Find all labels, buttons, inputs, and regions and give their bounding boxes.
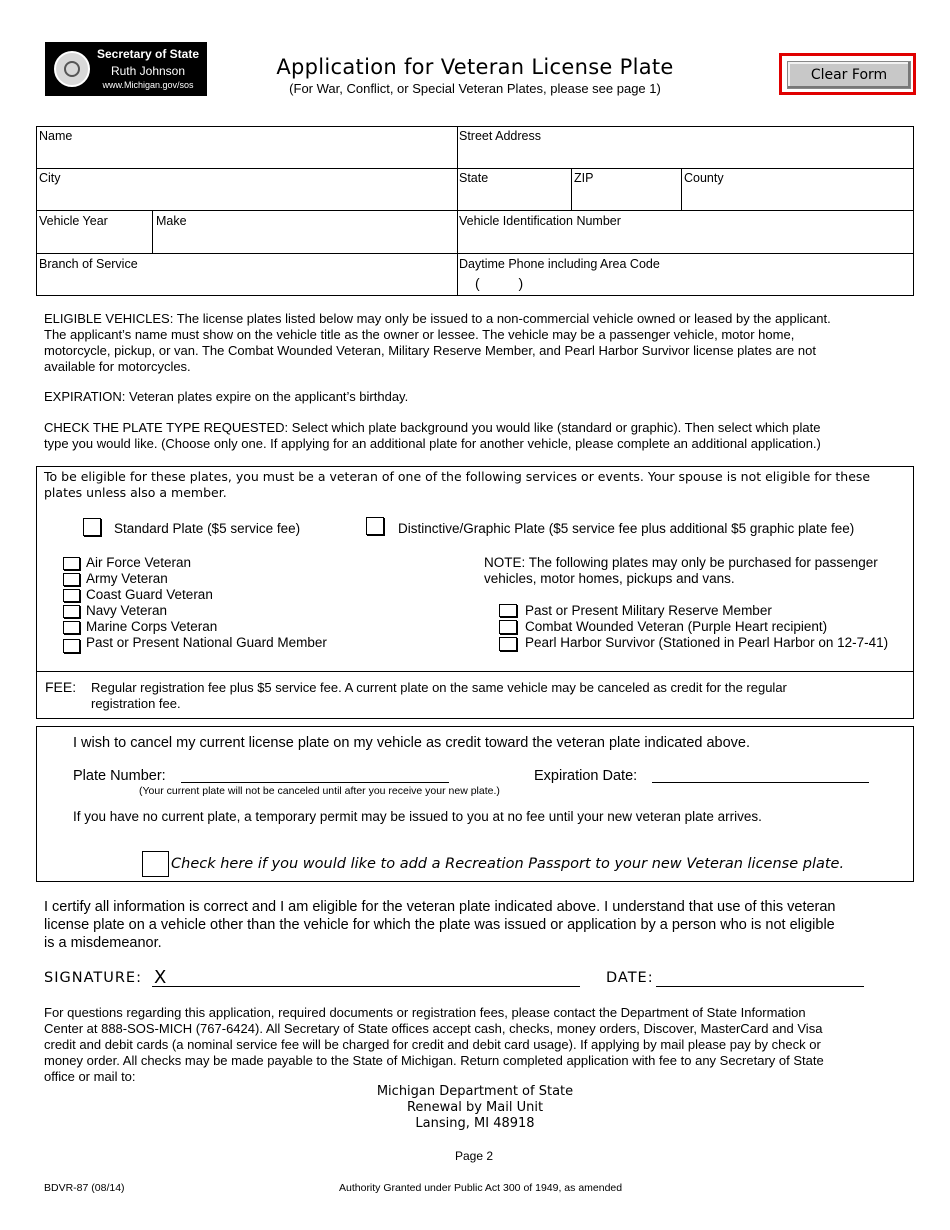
name-field[interactable]: Name (39, 129, 73, 143)
street-address-field[interactable]: Street Address (459, 129, 541, 143)
clear-form-button[interactable]: Clear Form (787, 61, 911, 89)
signature-label: SIGNATURE: (44, 970, 142, 986)
form-id: BDVR-87 (08/14) (44, 1182, 125, 1194)
expiration-date-input[interactable] (652, 782, 869, 783)
form-title: Application for Veteran License Plate (276, 55, 674, 79)
applicant-info-grid (36, 126, 914, 296)
graphic-plate-label: Distinctive/Graphic Plate ($5 service fee plus additional $5 graphic plate fee) (398, 521, 855, 536)
daytime-phone-field[interactable]: Daytime Phone including Area Code (459, 257, 660, 271)
logo-url: www.Michigan.gov/sos (102, 80, 194, 90)
check-plate-type-text: CHECK THE PLATE TYPE REQUESTED: Select which plate background you would like (standard or graphic). Then select which plate type you would like. (Choose only one. If applying for an additional plate for another vehicle, please complete an additional application.) (44, 420, 821, 451)
military-reserve-checkbox[interactable] (499, 604, 517, 617)
zip-field[interactable]: ZIP (574, 171, 594, 185)
phone-area-code: ( ) (475, 275, 524, 291)
vehicle-year-field[interactable]: Vehicle Year (39, 214, 108, 228)
recreation-passport-label: Check here if you would like to add a Recreation Passport to your new Veteran license plate. (171, 856, 845, 872)
marine-corps-label: Marine Corps Veteran (86, 619, 218, 634)
make-field[interactable]: Make (156, 214, 187, 228)
authority-text: Authority Granted under Public Act 300 of 1949, as amended (339, 1182, 623, 1194)
vin-field[interactable]: Vehicle Identification Number (459, 214, 621, 228)
standard-plate-label: Standard Plate ($5 service fee) (114, 521, 301, 536)
eligibility-intro: To be eligible for these plates, you must be a veteran of one of the following services or events. Your spouse is not eligible for these plates unless also a member. (44, 469, 871, 500)
signature-x-mark: X (154, 967, 167, 988)
pearl-harbor-label: Pearl Harbor Survivor (Stationed in Pearl Harbor on 12-7-41) (525, 635, 889, 650)
air-force-checkbox[interactable] (63, 557, 80, 570)
logo-title: Secretary of State (96, 47, 200, 61)
marine-corps-checkbox[interactable] (63, 621, 80, 634)
air-force-label: Air Force Veteran (86, 555, 192, 570)
graphic-plate-checkbox[interactable] (366, 517, 384, 535)
pearl-harbor-checkbox[interactable] (499, 637, 517, 651)
sos-logo (45, 42, 207, 96)
county-field[interactable]: County (684, 171, 724, 185)
cancel-plate-box (36, 726, 914, 882)
branch-of-service-field[interactable]: Branch of Service (39, 257, 138, 271)
state-seal-icon (54, 51, 90, 87)
combat-wounded-label: Combat Wounded Veteran (Purple Heart recipient) (525, 619, 828, 634)
plate-number-input[interactable] (181, 782, 449, 783)
cancel-plate-text: I wish to cancel my current license plate on my vehicle as credit toward the veteran plate indicated above. (73, 735, 751, 751)
page-number: Page 2 (455, 1149, 494, 1163)
eligible-vehicles-text: ELIGIBLE VEHICLES: The license plates listed below may only be issued to a non-commercial vehicle owned or leased by the applicant. The applicant’s name must show on the vehicle title as the owner or lessee. The vehicle may be a passenger vehicle, motor home, motorcycle, pickup, or van. The Combat Wounded Veteran, Military Reserve Member, and Pearl Harbor Survivor license plates are not available for motorcycles. (44, 311, 831, 374)
combat-wounded-checkbox[interactable] (499, 620, 517, 634)
national-guard-label: Past or Present National Guard Member (86, 635, 327, 650)
certification-text: I certify all information is correct and I am eligible for the veteran plate indicated above. I understand that use of this veteran license plate on a vehicle other than the vehicle for which the plate was issued or application by a person who is not eligible is a misdemeanor. (44, 899, 836, 951)
coast-guard-label: Coast Guard Veteran (86, 587, 213, 602)
recreation-passport-checkbox[interactable] (142, 851, 169, 877)
state-field[interactable]: State (459, 171, 489, 185)
standard-plate-checkbox[interactable] (83, 518, 101, 536)
navy-label: Navy Veteran (86, 603, 168, 618)
navy-checkbox[interactable] (63, 605, 80, 618)
army-checkbox[interactable] (63, 573, 80, 586)
plate-number-note: (Your current plate will not be canceled until after you receive your new plate.) (139, 785, 500, 797)
fee-text: Regular registration fee plus $5 service fee. A current plate on the same vehicle may be canceled as credit for the regular registration fee. (91, 680, 787, 711)
date-input[interactable] (656, 986, 864, 987)
temporary-permit-text: If you have no current plate, a temporary permit may be issued to you at no fee until your new veteran plate arrives. (73, 809, 762, 824)
signature-input[interactable] (152, 986, 580, 987)
coast-guard-checkbox[interactable] (63, 589, 80, 602)
expiration-date-label: Expiration Date: (534, 768, 638, 784)
city-field[interactable]: City (39, 171, 61, 185)
military-reserve-label: Past or Present Military Reserve Member (525, 603, 772, 618)
fee-label: FEE: (45, 679, 77, 695)
mailing-address: Michigan Department of State Renewal by Mail Unit Lansing, MI 48918 (376, 1084, 574, 1131)
army-label: Army Veteran (86, 571, 168, 586)
logo-name: Ruth Johnson (110, 64, 186, 78)
plate-selection-box (36, 466, 914, 719)
expiration-text: EXPIRATION: Veteran plates expire on the applicant’s birthday. (44, 389, 409, 404)
date-label: DATE: (606, 970, 654, 986)
passenger-note: NOTE: The following plates may only be purchased for passenger vehicles, motor homes, pickups and vans. (484, 555, 878, 586)
form-subtitle: (For War, Conflict, or Special Veteran Plates, please see page 1) (289, 81, 661, 96)
contact-info-text: For questions regarding this application, required documents or registration fees, please contact the Department of State Information Center at 888-SOS-MICH (767-6424). All Secretary of State offices accept cash, checks, money orders, Discover, MasterCard and Visa credit and debit cards (a nominal service fee will be charged for credit and debit card usage). If applying by mail please pay by check or money order. All checks may be made payable to the State of Michigan. Return completed application with fee to any Secretary of State office or mail to: (44, 1005, 824, 1084)
plate-number-label: Plate Number: (73, 768, 166, 784)
clear-form-highlight (779, 53, 916, 95)
national-guard-checkbox[interactable] (63, 639, 80, 653)
